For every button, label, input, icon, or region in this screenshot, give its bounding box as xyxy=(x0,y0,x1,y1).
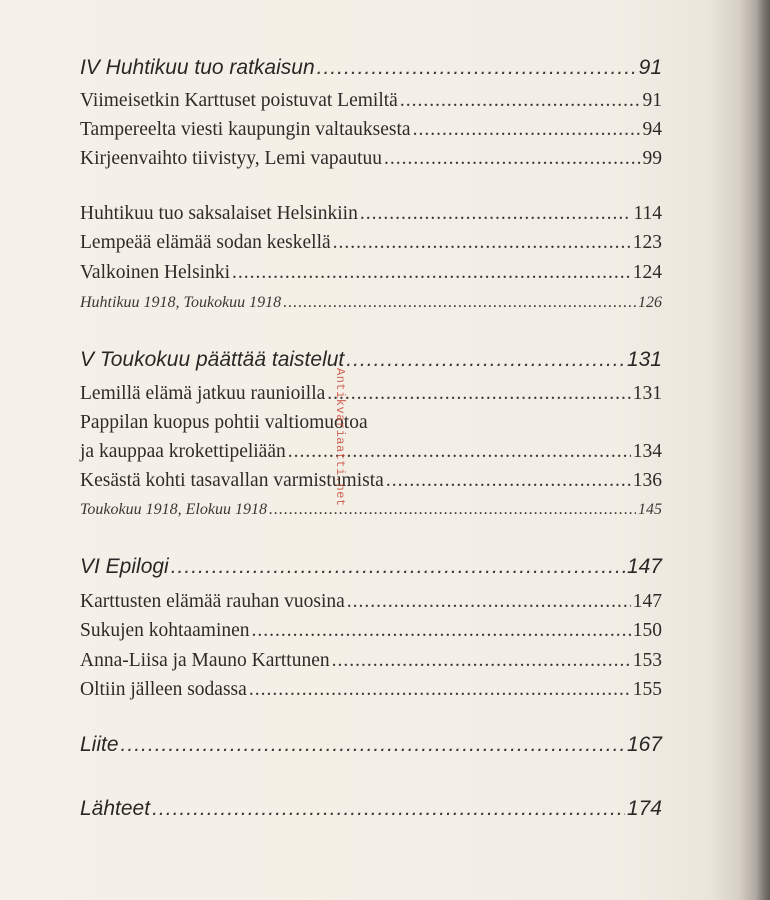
entry-page: 126 xyxy=(638,294,662,311)
entry-title: Lempeää elämää sodan keskellä xyxy=(80,232,331,253)
entry-title-continued: ja kauppaa krokettipeliään xyxy=(80,441,286,462)
section-title: Liite xyxy=(80,733,119,756)
entry-page: 123 xyxy=(632,232,662,253)
entry-title: Pappilan kuopus pohtii valtiomuotoa xyxy=(80,412,368,433)
entry-page: 131 xyxy=(632,383,662,404)
entry-page: 134 xyxy=(632,441,662,462)
entry-title: Viimeisetkin Karttuset poistuvat Lemiltä xyxy=(80,90,398,111)
page-edge-shadow xyxy=(756,0,770,900)
leader-dots xyxy=(317,56,637,80)
entry-title: Anna-Liisa ja Mauno Karttunen xyxy=(80,650,330,671)
entry-title: Sukujen kohtaaminen xyxy=(80,620,250,641)
entry-page: 124 xyxy=(632,262,662,283)
leader-dots xyxy=(400,90,641,112)
entry-title: Tampereelta viesti kaupungin valtauksesta xyxy=(80,119,411,140)
toc-entry xyxy=(80,262,662,284)
entry-page: 153 xyxy=(632,650,662,671)
leader-dots xyxy=(386,470,631,492)
toc-entry xyxy=(80,203,662,225)
leader-dots xyxy=(269,501,636,519)
section-page: 174 xyxy=(626,797,662,820)
toc-entry xyxy=(80,591,662,613)
entry-page: 114 xyxy=(633,203,662,224)
leader-dots xyxy=(413,119,641,141)
leader-dots xyxy=(252,620,631,642)
entry-page: 91 xyxy=(642,90,662,111)
leader-dots xyxy=(283,294,636,312)
toc-entry xyxy=(80,90,662,112)
entry-title: Valkoinen Helsinki xyxy=(80,262,231,283)
leader-dots xyxy=(332,650,631,672)
section-title: V Toukokuu päättää taistelut xyxy=(80,348,345,371)
entry-page: 147 xyxy=(632,591,662,612)
toc-subentry xyxy=(80,294,662,312)
leader-dots xyxy=(327,383,630,405)
entry-title: Kesästä kohti tasavallan varmistumista xyxy=(80,470,384,491)
entry-title: Huhtikuu tuo saksalaiset Helsinkiin xyxy=(80,203,358,224)
toc-entry xyxy=(80,383,662,405)
toc-subentry xyxy=(80,501,662,519)
leader-dots xyxy=(121,733,625,757)
leader-dots xyxy=(171,555,625,579)
section-title: VI Epilogi xyxy=(80,555,169,578)
toc-entry-line1 xyxy=(80,412,662,434)
entry-page: 155 xyxy=(632,679,662,700)
leader-dots xyxy=(347,591,631,613)
entry-title: Kirjeenvaihto tiivistyy, Lemi vapautuu xyxy=(80,148,383,169)
leader-dots xyxy=(249,679,631,701)
section-title: IV Huhtikuu tuo ratkaisun xyxy=(80,56,315,79)
leader-dots xyxy=(232,262,631,284)
entry-page: 94 xyxy=(642,119,662,140)
entry-title: Huhtikuu 1918, Toukokuu 1918 xyxy=(80,294,282,311)
toc-section-lahteet xyxy=(80,797,662,821)
watermark-stamp: Antikvariaatti.net xyxy=(333,368,347,507)
entry-page: 99 xyxy=(642,148,662,169)
entry-title: Lemillä elämä jatkuu raunioilla xyxy=(80,383,326,404)
toc-entry xyxy=(80,232,662,254)
toc-section-liite xyxy=(80,733,662,757)
toc-entry xyxy=(80,650,662,672)
entry-title: Toukokuu 1918, Elokuu 1918 xyxy=(80,501,267,518)
toc-section-v xyxy=(80,348,662,372)
toc-entry xyxy=(80,148,662,170)
leader-dots xyxy=(152,797,625,821)
toc-entry-line2 xyxy=(80,441,662,463)
toc-section-vi xyxy=(80,555,662,579)
leader-dots xyxy=(346,348,625,372)
section-page: 167 xyxy=(626,733,662,756)
section-page: 91 xyxy=(638,56,662,79)
section-page: 131 xyxy=(626,348,662,371)
section-title: Lähteet xyxy=(80,797,151,820)
toc-entry xyxy=(80,119,662,141)
entry-page: 145 xyxy=(638,501,662,518)
entry-page: 150 xyxy=(632,620,662,641)
leader-dots xyxy=(333,232,631,254)
toc-section-iv xyxy=(80,56,662,80)
leader-dots xyxy=(384,148,640,170)
toc-entry xyxy=(80,679,662,701)
entry-page: 136 xyxy=(632,470,662,491)
section-page: 147 xyxy=(626,555,662,578)
entry-title: Karttusten elämää rauhan vuosina xyxy=(80,591,345,612)
entry-title: Oltiin jälleen sodassa xyxy=(80,679,247,700)
toc-entry xyxy=(80,470,662,492)
leader-dots xyxy=(360,203,632,225)
toc-entry xyxy=(80,620,662,642)
